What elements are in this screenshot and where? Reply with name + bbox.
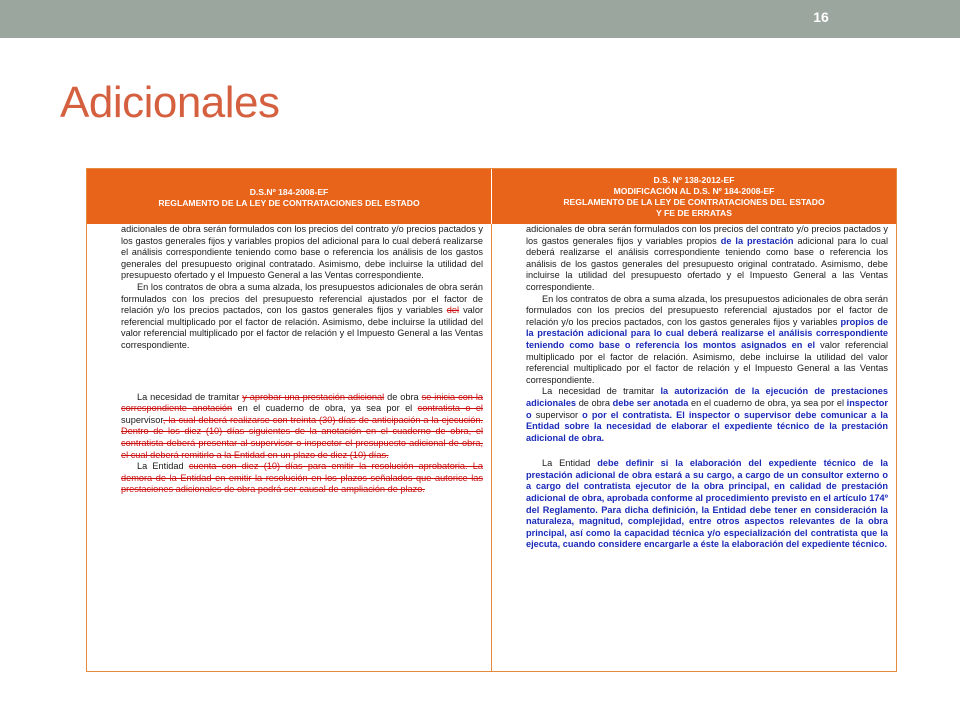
right-paragraph-4: La Entidad debe definir si la elaboración del expediente técnico de la prestación adicional de obra estará a su cargo, a cargo de un consultor externo o a cargo del contratista ejecutor de la obra principal, en calidad de prestación adicional de obra, aprobada conforme al procedimiento previsto en el artículo 174º del Reglamento. Para dicha definición, la Entidad debe tener en consideración la naturaleza, magnitud, complejidad, entre otros aspectos relevantes de la obra principal, así como la capacidad técnica y/o especialización del contratista que la ejecuta, cuando considere encargarle a éste la elaboración del expediente técnico.: [526, 458, 888, 550]
header-right-line: Y FE DE ERRATAS: [656, 207, 732, 218]
left-paragraph-3: La necesidad de tramitar y aprobar una prestación adicional de obra se inicia con la correspondiente anotación en el cuaderno de obra, ya sea por el contratista o el supervisor, la cual deberá realizarse con treinta (30) días de anticipación a la ejecución. Dentro de los diez (10) días siguientes de la anotación en el cuaderno de obra, el contratista deberá presentar al supervisor o inspector el presupuesto adicional de obra, el cual deberá remitirlo a la Entidad en un plazo de diez (10) días.: [121, 391, 483, 460]
left-column: [87, 224, 492, 671]
slide-number: 16: [813, 9, 829, 25]
top-bar: [0, 0, 960, 38]
header-right-line: MODIFICACIÓN AL D.S. Nº 184-2008-EF: [613, 185, 775, 196]
header-left-line: D.S.Nº 184-2008-EF: [249, 186, 329, 197]
header-right-line: D.S. Nº 138-2012-EF: [653, 174, 735, 185]
header-right-line: REGLAMENTO DE LA LEY DE CONTRATACIONES DEL ESTADO: [563, 196, 825, 207]
right-column: [492, 224, 896, 671]
right-paragraph-1: adicionales de obra serán formulados con los precios del contrato y/o precios pactados y los gastos generales fijos y variables propios de la prestación adicional para lo cual deberá realizarse el análisis correspondiente teniendo como base o referencia los análisis de los gastos generales del presupuesto original contratado. Asimismo, debe incluirse la utilidad del presupuesto ofertado y el Impuesto General a las Ventas correspondiente.: [526, 224, 889, 292]
spacer: [121, 352, 483, 392]
header-left-line: REGLAMENTO DE LA LEY DE CONTRATACIONES DEL ESTADO: [158, 197, 420, 208]
right-paragraph-3: La necesidad de tramitar la autorización de la ejecución de prestaciones adicionales de obra debe ser anotada en el cuaderno de obra, ya sea por el inspector o supervisor o por el contratista. El inspector o supervisor debe comunicar a la Entidad sobre la necesidad de elaborar el expediente técnico de la prestación adicional de obra.: [526, 386, 888, 443]
right-paragraph-2: En los contratos de obra a suma alzada, los presupuestos adicionales de obra serán formulados con los precios del presupuesto referencial ajustados por el factor de relación y/o los precios pactados, con los gastos generales fijos y variables propios de la prestación adicional para lo cual deberá realizarse el análisis correspondiente teniendo como base o referencia los montos asignados en el valor referencial multiplicado por el factor de relación. Asimismo, debe incluirse la utilidad del valor referencial multiplicado por el factor de relación y el Impuesto General a las Ventas correspondiente.: [526, 293, 888, 385]
left-paragraph-1: adicionales de obra serán formulados con los precios del contrato y/o precios pactados y los gastos generales fijos y variables propios del adicional para lo cual deberá realizarse el análisis correspondiente teniendo como base o referencia los análisis de los gastos generales del presupuesto original contratado. Asimismo, debe incluirse la utilidad del presupuesto ofertado y el Impuesto General a las Ventas correspondiente.: [121, 224, 483, 281]
spacer: [526, 444, 888, 458]
header-left: [87, 169, 492, 224]
table-header-row: [87, 169, 896, 224]
left-paragraph-4: La Entidad cuenta con diez (10) días para emitir la resolución aprobatoria. La demora de la Entidad en emitir la resolución en los plazos señalados que autorice las prestaciones adicionales de obra podrá ser causal de ampliación de plazo.: [121, 461, 483, 495]
slide-title: Adicionales: [60, 78, 280, 127]
comparison-table-image: [86, 168, 897, 672]
header-right: [492, 169, 896, 224]
left-paragraph-2: En los contratos de obra a suma alzada, los presupuestos adicionales de obra serán formulados con los precios del presupuesto referencial ajustados por el factor de relación y/o los precios pactados, con los gastos generales fijos y variables del valor referencial multiplicado por el factor de relación. Asimismo, debe incluirse la utilidad del valor referencial multiplicado por el factor de relación y el Impuesto General a las Ventas correspondiente.: [121, 281, 483, 350]
